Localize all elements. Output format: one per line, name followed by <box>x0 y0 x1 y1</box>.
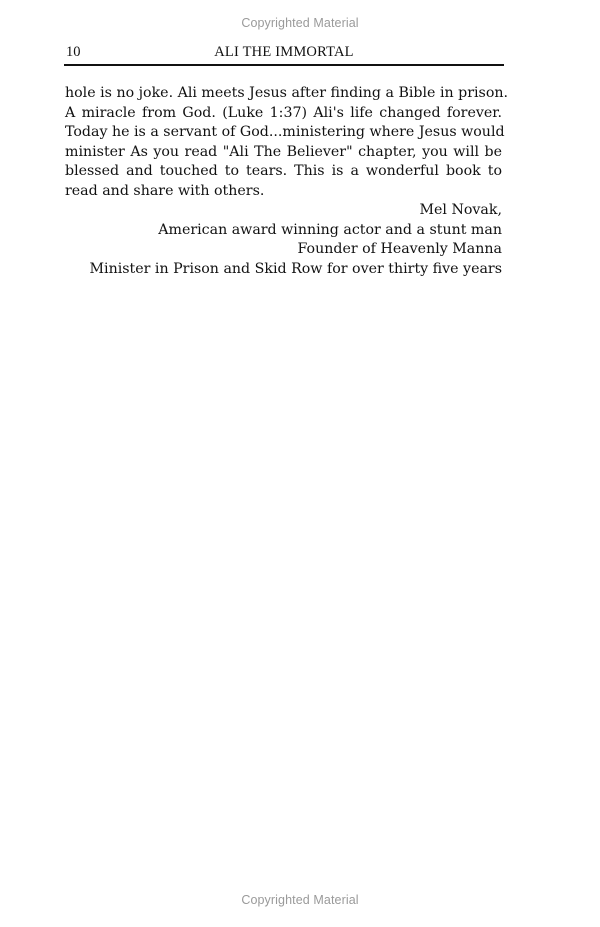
paragraph-line: blessed and touched to tears. This is a wonderful book to <box>65 163 502 179</box>
copyright-watermark-bottom: Copyrighted Material <box>241 893 359 907</box>
signature-name: Mel Novak, <box>419 202 502 218</box>
signature-block <box>65 201 502 279</box>
running-header <box>64 44 504 66</box>
book-title: ALI THE IMMORTAL <box>214 44 354 60</box>
paragraph-line: A miracle from God. (Luke 1:37) Ali's life changed forever. <box>65 104 502 121</box>
signature-title-line: Minister in Prison and Skid Row for over thirty five years <box>89 260 502 277</box>
signature-title-line: American award winning actor and a stunt man <box>158 221 502 238</box>
paragraph-line: minister As you read "Ali The Believer" chapter, you will be <box>65 143 502 160</box>
body-paragraph <box>65 84 509 201</box>
paragraph-line: read and share with others. <box>65 182 265 199</box>
paragraph-line: Today he is a servant of God...ministering where Jesus would <box>65 124 505 140</box>
paragraph-line: hole is no joke. Ali meets Jesus after finding a Bible in prison. <box>65 85 509 101</box>
signature-title-line: Founder of Heavenly Manna <box>297 241 502 257</box>
copyright-watermark-top: Copyrighted Material <box>241 16 359 30</box>
page-number: 10 <box>66 44 81 60</box>
